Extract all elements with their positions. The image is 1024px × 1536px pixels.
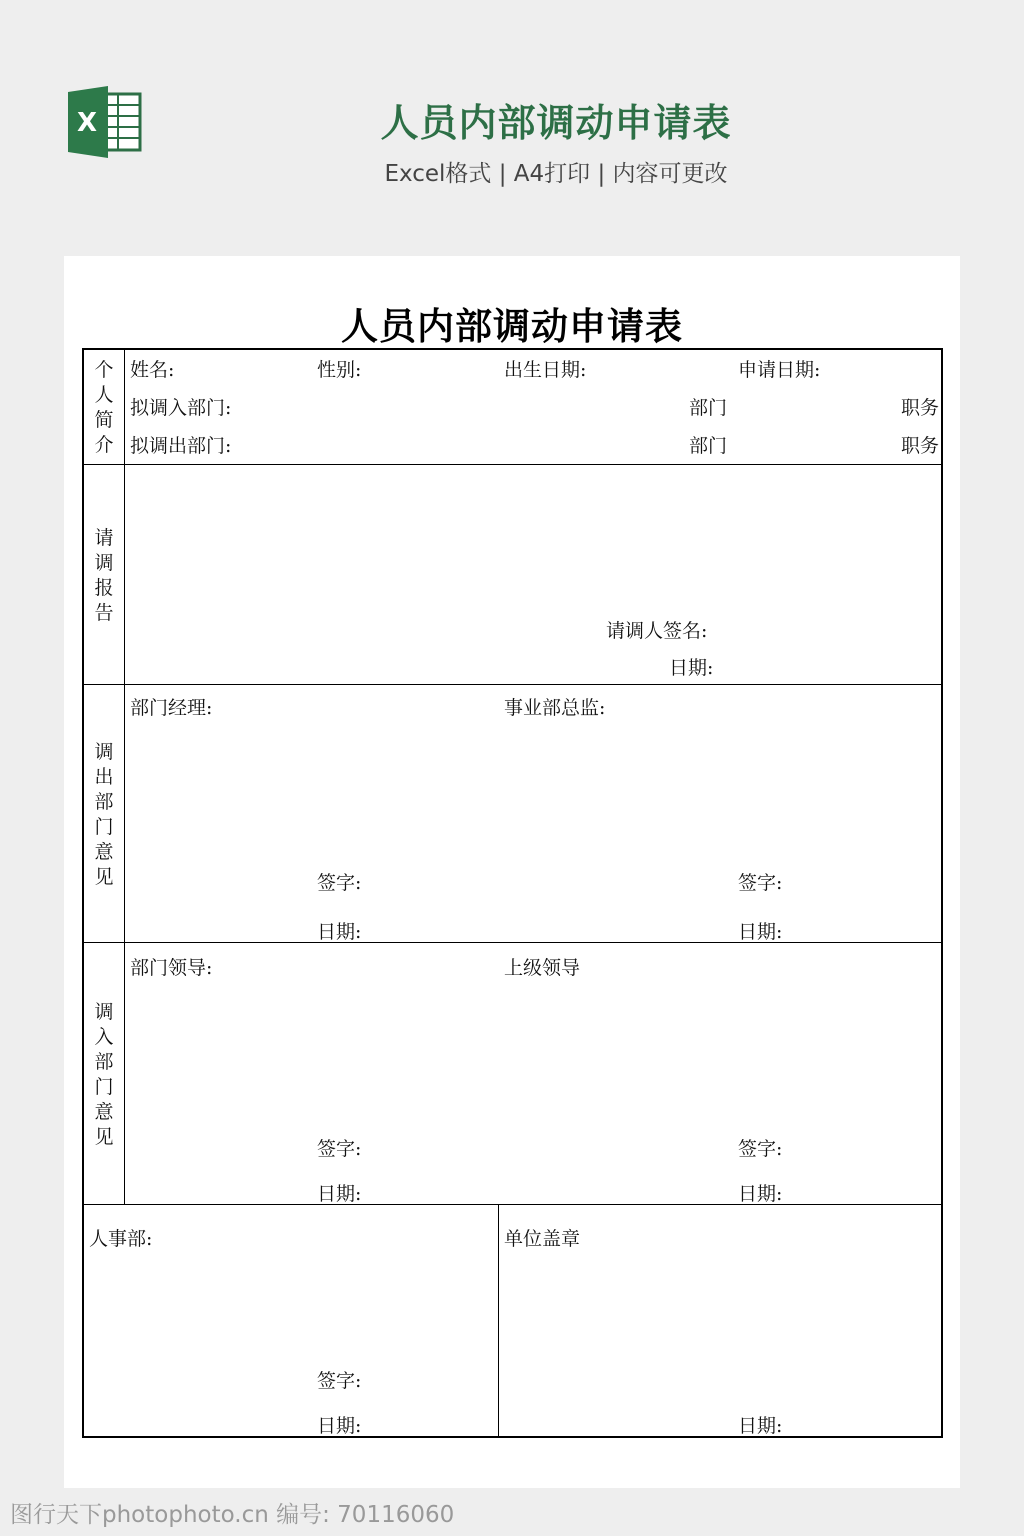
name-field-label: 姓名: [130,359,175,381]
section-request-label: 请 调 报 告 [94,527,114,624]
source-dept-field-label: 拟调出部门: [130,435,232,457]
excel-logo-letter: X [76,108,98,138]
divider-personal [84,464,941,465]
in-sign-left-label: 签字: [317,1138,362,1160]
hr-date-left-label: 日期: [317,1415,362,1437]
out-date-right-label: 日期: [738,921,783,943]
document-title: 人员内部调动申请表 [341,304,683,348]
target-dept-unit: 部门 [689,397,728,419]
hr-sign-label: 签字: [317,1370,362,1392]
banner-subtitle: Excel格式 | A4打印 | 内容可更改 [384,161,728,187]
divider-in-dept [84,1204,941,1205]
superior-leader-label: 上级领导 [504,957,581,979]
in-sign-right-label: 签字: [738,1138,783,1160]
out-sign-left-label: 签字: [317,872,362,894]
applicant-signature-label: 请调人签名: [606,620,708,642]
out-date-left-label: 日期: [317,921,362,943]
in-date-left-label: 日期: [317,1183,362,1205]
hr-dept-label: 人事部: [89,1228,153,1250]
source-post-unit: 职务 [900,435,939,457]
application-form [82,348,943,1438]
section-out-dept-label: 调 出 部 门 意 见 [94,741,114,888]
gender-field-label: 性别: [317,359,362,381]
request-date-label: 日期: [669,657,714,679]
section-personal-label: 个 人 简 介 [94,359,114,456]
divider-request [84,684,941,685]
company-seal-label: 单位盖章 [504,1228,581,1250]
watermark: 图行天下photophoto.cn 编号: 70116060 [10,1502,455,1528]
target-dept-field-label: 拟调入部门: [130,397,232,419]
excel-icon [66,86,144,158]
label-column-divider [124,350,125,1205]
apply-date-field-label: 申请日期: [738,359,821,381]
hr-seal-divider [498,1205,499,1436]
out-sign-right-label: 签字: [738,872,783,894]
divider-out-dept [84,942,941,943]
birth-date-field-label: 出生日期: [504,359,587,381]
section-in-dept-label: 调 入 部 门 意 见 [94,1001,114,1148]
dept-leader-label: 部门领导: [130,957,213,979]
source-dept-unit: 部门 [689,435,728,457]
banner [0,0,1024,256]
dept-manager-label: 部门经理: [130,697,213,719]
hr-date-right-label: 日期: [738,1415,783,1437]
banner-title: 人员内部调动申请表 [380,101,732,145]
form-paper [64,256,960,1488]
in-date-right-label: 日期: [738,1183,783,1205]
target-post-unit: 职务 [900,397,939,419]
division-director-label: 事业部总监: [504,697,606,719]
